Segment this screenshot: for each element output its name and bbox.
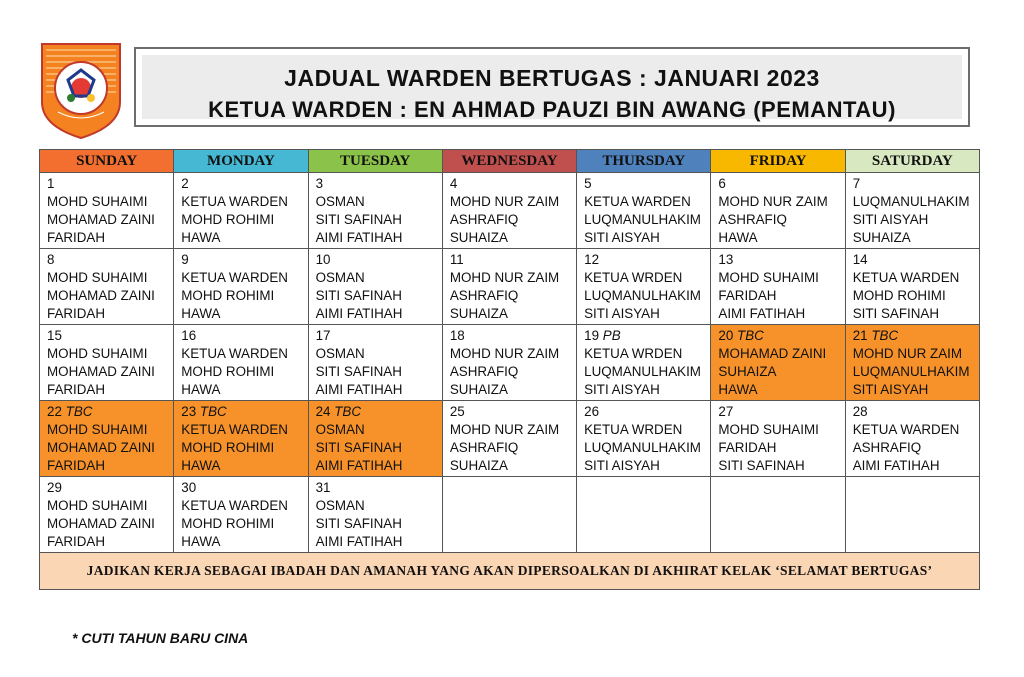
warden-name: LUQMANULHAKIM [584,288,701,303]
day-cell [577,325,711,401]
warden-name: MOHD ROHIMI [181,288,275,303]
day-number-line [450,251,576,269]
day-number: 19 [584,328,600,343]
week-row [40,477,980,553]
day-number-line [181,251,307,269]
warden-name: KETUA WARDEN [852,270,960,285]
day-cell [40,249,174,325]
day-number: 2 [181,176,189,191]
day-cell [442,173,576,249]
day-number: 30 [181,480,197,495]
day-number: 14 [852,252,868,267]
warden-name: SUHAIZA [852,230,911,245]
motto-footer: JADIKAN KERJA SEBAGAI IBADAH DAN AMANAH YANG AKAN DIPERSOALKAN DI AKHIRAT KELAK ‘SELAMAT BERTUGAS’ [40,553,980,590]
day-number-line [584,175,710,193]
warden-name: HAWA [718,382,758,397]
day-number-line [584,327,710,345]
day-number: 20 [718,328,734,343]
warden-name: FARIDAH [47,230,106,245]
weekday-header-sunday: SUNDAY [40,150,174,173]
day-number-line [47,479,173,497]
day-number-line [718,403,844,421]
warden-name: MOHD ROHIMI [181,364,275,379]
weekday-header-thursday: THURSDAY [577,150,711,173]
empty-day-cell [442,477,576,553]
day-cell [40,477,174,553]
day-number: 5 [584,176,592,191]
warden-name: MOHAMAD ZAINI [47,364,155,379]
day-number: 31 [315,480,331,495]
day-number-line [316,175,442,193]
warden-name: MOHD NUR ZAIM [449,194,560,209]
day-cell [174,401,308,477]
week-row [40,401,980,477]
day-number-line [853,251,979,269]
day-number: 16 [181,328,197,343]
day-note: TBC [737,328,764,343]
day-number-line [718,251,844,269]
day-number-line [47,175,173,193]
weekday-header-tuesday: TUESDAY [308,150,442,173]
warden-name: SUHAIZA [449,458,508,473]
day-number-line [316,479,442,497]
day-number-line [718,327,844,345]
warden-name: MOHAMAD ZAINI [718,346,827,361]
day-cell [577,249,711,325]
warden-name: ASHRAFIQ [449,212,519,227]
day-number: 29 [47,480,62,495]
warden-name: OSMAN [315,194,365,209]
day-number: 11 [449,252,464,267]
day-note: TBC [871,328,899,343]
warden-name: SITI AISYAH [584,382,660,397]
day-number-line [47,403,173,421]
warden-name: SITI AISYAH [584,306,660,321]
warden-name: KETUA WRDEN [584,346,683,361]
warden-name: LUQMANULHAKIM [852,364,970,379]
day-number-line [584,251,710,269]
day-cell [40,173,174,249]
warden-name: OSMAN [315,422,365,437]
warden-name: ASHRAFIQ [449,364,519,379]
holiday-note: * CUTI TAHUN BARU CINA [72,630,249,646]
day-number: 23 [181,404,197,419]
warden-name: FARIDAH [718,288,777,303]
warden-name: ASHRAFIQ [449,440,519,455]
day-number: 18 [449,328,465,343]
day-cell [577,173,711,249]
day-cell [174,173,308,249]
day-number: 3 [315,176,324,191]
day-number: 26 [584,404,600,419]
day-number-line [181,403,307,421]
day-cell [442,249,576,325]
footer-row [40,553,980,590]
warden-name: SITI AISYAH [584,230,660,245]
school-logo [38,40,124,140]
day-number-line [181,175,307,193]
weekday-header-friday: FRIDAY [711,150,845,173]
day-number-line [316,327,442,345]
day-cell [845,173,979,249]
warden-name: OSMAN [315,498,365,513]
warden-name: KETUA WARDEN [181,194,288,209]
warden-name: LUQMANULHAKIM [852,194,970,209]
warden-name: SITI SAFINAH [315,212,402,227]
day-number-line [718,175,844,193]
week-row [40,325,980,401]
day-number: 13 [718,252,734,267]
day-number: 17 [315,328,331,343]
warden-name: MOHD NUR ZAIM [449,346,560,361]
warden-name: MOHD SUHAIMI [47,270,148,285]
warden-name: HAWA [181,382,221,397]
empty-day-cell [711,477,845,553]
day-number-line [47,251,173,269]
day-number: 6 [718,176,726,191]
warden-name: SUHAIZA [449,306,508,321]
warden-name: OSMAN [315,346,365,361]
warden-name: KETUA WRDEN [584,270,683,285]
warden-name: OSMAN [315,270,365,285]
day-cell [711,249,845,325]
day-number-line [316,403,442,421]
day-cell [845,249,979,325]
warden-name: MOHD SUHAIMI [47,194,148,209]
warden-name: MOHD ROHIMI [852,288,946,303]
day-cell [442,401,576,477]
empty-day-cell [845,477,979,553]
warden-name: MOHD NUR ZAIM [449,422,560,437]
day-cell [174,477,308,553]
day-cell [308,477,442,553]
warden-name: MOHD NUR ZAIM [718,194,828,209]
warden-name: MOHD SUHAIMI [47,422,148,437]
warden-name: FARIDAH [47,306,106,321]
warden-name: SUHAIZA [718,364,777,379]
warden-name: MOHD SUHAIMI [718,422,819,437]
day-note: TBC [199,404,227,419]
warden-name: MOHD ROHIMI [181,212,275,227]
page-title: JADUAL WARDEN BERTUGAS : JANUARI 2023 [284,65,820,91]
warden-name: FARIDAH [47,382,106,397]
warden-name: MOHAMAD ZAINI [47,288,155,303]
warden-name: ASHRAFIQ [449,288,519,303]
warden-name: MOHD NUR ZAIM [449,270,560,285]
warden-name: MOHD ROHIMI [181,516,275,531]
day-number-line [584,403,710,421]
warden-name: KETUA WRDEN [584,422,683,437]
title-box [134,47,970,127]
warden-name: AIMI FATIHAH [315,458,403,473]
warden-name: SITI SAFINAH [315,516,402,531]
warden-name: AIMI FATIHAH [718,306,806,321]
warden-name: ASHRAFIQ [852,440,922,455]
day-number: 22 [47,404,62,419]
day-note: PB [602,328,621,343]
day-cell [711,401,845,477]
warden-name: SITI SAFINAH [315,288,402,303]
day-number: 28 [852,404,868,419]
warden-name: AIMI FATIHAH [315,534,403,549]
day-number: 8 [47,252,55,267]
week-row [40,173,980,249]
day-number-line [181,327,307,345]
warden-name: SUHAIZA [449,382,508,397]
day-number: 7 [852,176,861,191]
warden-name: SITI AISYAH [852,212,929,227]
day-cell [40,401,174,477]
warden-name: KETUA WARDEN [181,346,288,361]
warden-name: FARIDAH [47,534,106,549]
warden-name: SITI SAFINAH [718,458,805,473]
warden-name: MOHD SUHAIMI [718,270,819,285]
day-number-line [450,403,576,421]
day-number-line [450,327,576,345]
day-number: 15 [47,328,62,343]
warden-name: SITI SAFINAH [315,364,402,379]
page-subtitle: KETUA WARDEN : EN AHMAD PAUZI BIN AWANG (PEMANTAU) [208,97,896,122]
warden-name: SITI AISYAH [584,458,660,473]
warden-name: AIMI FATIHAH [315,230,403,245]
warden-name: MOHD SUHAIMI [47,346,148,361]
day-note: TBC [334,404,361,419]
day-cell [711,173,845,249]
warden-name: KETUA WARDEN [181,498,288,513]
warden-name: HAWA [181,306,221,321]
weekday-header-wednesday: WEDNESDAY [442,150,576,173]
warden-name: MOHD ROHIMI [181,440,275,455]
warden-name: MOHD SUHAIMI [47,498,148,513]
duty-calendar [39,149,980,590]
warden-name: AIMI FATIHAH [315,382,403,397]
day-number: 25 [449,404,465,419]
day-number-line [853,327,979,345]
warden-name: AIMI FATIHAH [315,306,403,321]
day-number: 9 [181,252,189,267]
warden-name: MOHAMAD ZAINI [47,212,155,227]
day-cell [308,173,442,249]
warden-name: MOHD NUR ZAIM [852,346,963,361]
weekday-header-row [40,150,980,173]
day-number: 24 [315,404,331,419]
day-cell [845,401,979,477]
warden-name: KETUA WARDEN [584,194,691,209]
day-number-line [853,403,979,421]
warden-name: MOHAMAD ZAINI [47,440,155,455]
day-number-line [853,175,979,193]
day-number: 21 [852,328,868,343]
warden-name: KETUA WARDEN [181,422,288,437]
day-number: 10 [315,252,331,267]
warden-name: KETUA WARDEN [852,422,960,437]
day-number: 12 [584,252,600,267]
day-cell [577,401,711,477]
day-number-line [316,251,442,269]
day-cell [174,249,308,325]
warden-name: SUHAIZA [449,230,508,245]
day-number: 1 [47,176,55,191]
day-cell [845,325,979,401]
day-cell [308,401,442,477]
weekday-header-saturday: SATURDAY [845,150,979,173]
day-number: 27 [718,404,734,419]
warden-name: KETUA WARDEN [181,270,288,285]
day-note: TBC [65,404,93,419]
day-number-line [450,175,576,193]
warden-name: FARIDAH [718,440,777,455]
warden-name: LUQMANULHAKIM [584,364,701,379]
warden-name: HAWA [181,458,221,473]
day-cell [442,325,576,401]
warden-name: HAWA [718,230,758,245]
warden-name: SITI AISYAH [852,382,929,397]
warden-name: HAWA [181,534,221,549]
day-cell [174,325,308,401]
warden-name: FARIDAH [47,458,106,473]
title-panel [142,55,962,122]
week-row [40,249,980,325]
day-cell [308,249,442,325]
warden-name: MOHAMAD ZAINI [47,516,155,531]
day-number-line [181,479,307,497]
day-cell [40,325,174,401]
warden-name: LUQMANULHAKIM [584,440,701,455]
warden-name: LUQMANULHAKIM [584,212,701,227]
warden-name: HAWA [181,230,221,245]
day-cell [711,325,845,401]
warden-name: SITI SAFINAH [852,306,939,321]
day-number: 4 [449,176,458,191]
day-number-line [47,327,173,345]
warden-name: ASHRAFIQ [718,212,787,227]
warden-name: SITI SAFINAH [315,440,402,455]
day-cell [308,325,442,401]
warden-name: AIMI FATIHAH [852,458,940,473]
weekday-header-monday: MONDAY [174,150,308,173]
empty-day-cell [577,477,711,553]
